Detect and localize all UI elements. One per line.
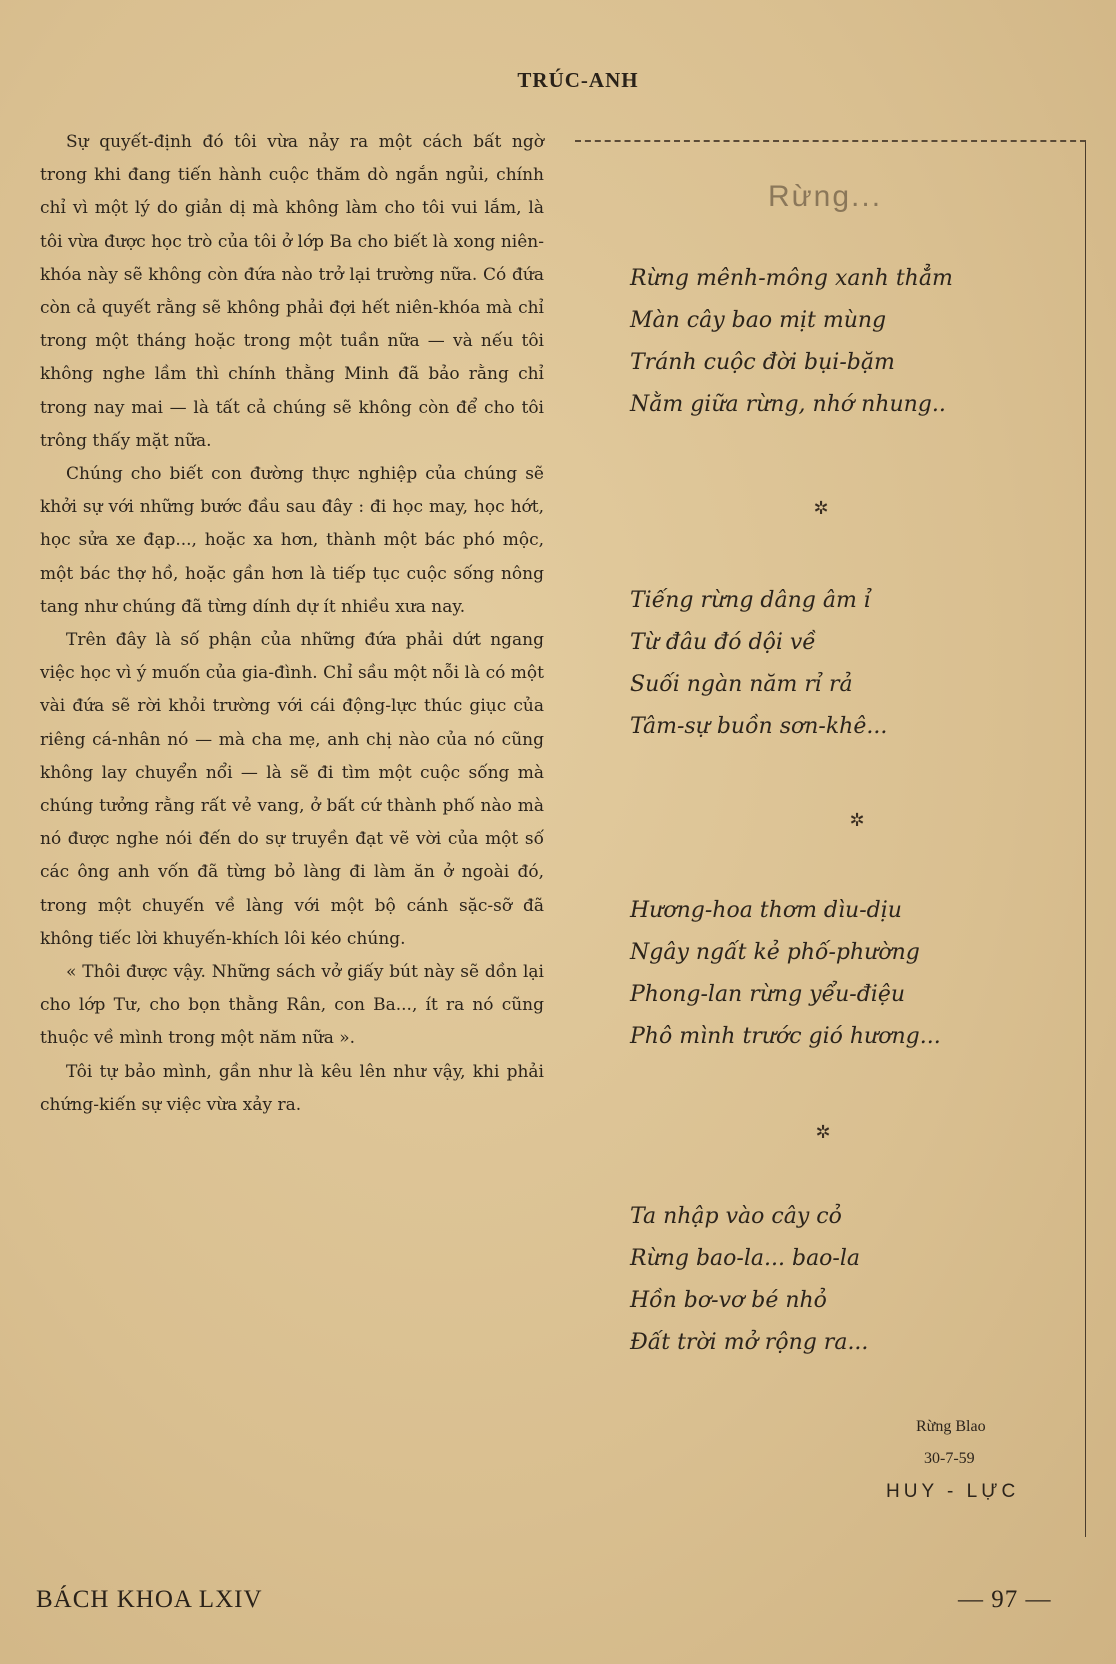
footer-page-number: — 97 — <box>958 1586 1052 1613</box>
article-paragraph: « Thôi được vậy. Những sách vở giấy bút này sẽ dồn lại cho lớp Tư, cho bọn thằng Rân, con Ba..., ít ra nó cũng thuộc về mình trong một năm nữa ». <box>40 962 544 1049</box>
running-title: TRÚC-ANH <box>517 68 639 92</box>
article-paragraph: Chúng cho biết con đường thực nghiệp của chúng sẽ khởi sự với những bước đầu sau đây : đi học may, học hớt, học sửa xe đạp..., hoặc xa hơn, thành một bác phó mộc, một bác thợ hồ, hoặc gần hơn là tiếp tục cuộc sống nông tang như chúng đã từng dính dự ít nhiều xưa nay. <box>40 464 544 617</box>
poem-line: Tiếng rừng dâng âm ỉ <box>630 588 871 613</box>
poem-date: 30-7-59 <box>924 1450 975 1467</box>
poem-line: Ta nhập vào cây cỏ <box>630 1204 842 1229</box>
poem-line: Rừng bao-la... bao-la <box>630 1246 861 1271</box>
poem-line: Suối ngàn năm rỉ rả <box>630 672 853 697</box>
poem-line: Phong-lan rừng yểu-điệu <box>630 982 906 1007</box>
stanza-separator: ✲ <box>813 498 829 519</box>
article-column <box>40 126 544 1122</box>
poem-line: Màn cây bao mịt mùng <box>630 308 887 333</box>
running-header <box>0 68 1116 93</box>
stanza-separator: ✲ <box>815 1122 831 1143</box>
article-paragraph: Tôi tự bảo mình, gần như là kêu lên như vậy, khi phải chứng-kiến sự việc vừa xảy ra. <box>40 1061 544 1115</box>
poem-stanza-4 <box>630 1196 1050 1364</box>
poem-line: Hương-hoa thơm dìu-dịu <box>630 898 902 923</box>
poem-line: Nằm giữa rừng, nhớ nhung.. <box>630 392 946 417</box>
poem-line: Từ đâu đó dội về <box>630 630 816 655</box>
footer-magazine: BÁCH KHOA LXIV <box>36 1586 263 1613</box>
poem-line: Ngây ngất kẻ phố-phường <box>630 940 920 965</box>
poem-line: Tránh cuộc đời bụi-bặm <box>630 350 895 375</box>
poem-stanza-2 <box>630 580 1050 748</box>
poem-line: Đất trời mở rộng ra... <box>630 1330 869 1355</box>
stanza-separator: ✲ <box>849 810 865 831</box>
poem-place: Rừng Blao <box>916 1418 986 1435</box>
article-paragraph: Trên đây là số phận của những đứa phải dứt ngang việc học vì ý muốn của gia-đình. Chỉ sầu một nỗi là có một vài đứa sẽ rời khỏi trường với cái động-lực thúc giục của riêng cá-nhân nó — mà cha mẹ, anh chị nào của nó cũng không lay chuyển nổi — là sẽ đi tìm một cuộc sống mà chúng tưởng rằng rất vẻ vang, ở bất cứ thành phố nào mà nó được nghe nói đến do sự truyền đạt vẽ vời của một số các ông anh vốn đã từng bỏ làng đi làm ăn ở ngoài đó, trong một chuyến về làng với một bộ cánh sặc-sỡ đã không tiếc lời khuyến-khích lôi kéo chúng. <box>40 630 544 949</box>
poem-line: Tâm-sự buồn sơn-khê... <box>630 714 888 739</box>
poem-author: HUY - LỰC <box>886 1481 1020 1502</box>
poem-line: Rừng mênh-mông xanh thẳm <box>630 266 953 291</box>
poem-title: Rừng... <box>767 180 883 213</box>
article-paragraph: Sự quyết-định đó tôi vừa nảy ra một cách bất ngờ trong khi đang tiến hành cuộc thăm dò ngắn ngủi, chính chỉ vì một lý do giản dị mà không làm cho tôi vui lắm, là tôi vừa được học trò của tôi ở lớp Ba cho biết là xong niên-khóa này sẽ không còn đứa nào trở lại trường nữa. Có đứa còn cả quyết rằng sẽ không phải đợi hết niên-khóa mà chỉ trong một tháng hoặc trong một tuần nữa — và nếu tôi không nghe lầm thì chính thằng Minh đã bảo rằng chỉ trong nay mai — là tất cả chúng sẽ không còn để cho tôi trông thấy mặt nữa. <box>40 132 544 451</box>
poem-stanza-3 <box>630 890 1050 1058</box>
poem-line: Hồn bơ-vơ bé nhỏ <box>630 1288 827 1313</box>
poem-line: Phô mình trước gió hương... <box>630 1024 941 1049</box>
poem-stanza-1 <box>630 258 1050 426</box>
